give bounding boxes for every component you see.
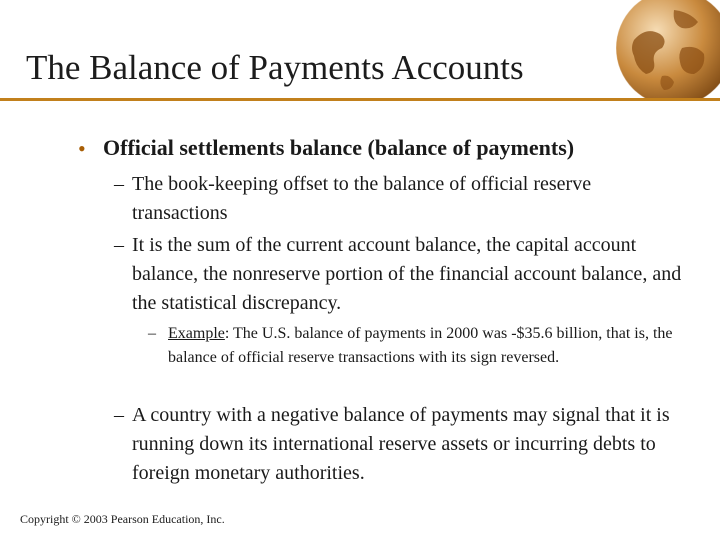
- copyright-footer: Copyright © 2003 Pearson Education, Inc.: [20, 512, 225, 526]
- example-point: – Example: The U.S. balance of payments in 2000 was -$35.6 billion, that is, the balance of official reserve transactions with its sign reversed.: [148, 325, 673, 366]
- subpoint: – It is the sum of the current account balance, the capital account balance, the nonreserve portion of the financial account balance, and the statistical discrepancy.: [114, 234, 682, 314]
- subpoint: – The book-keeping offset to the balance of official reserve transactions: [114, 173, 592, 224]
- globe-icon: [604, 0, 720, 100]
- example-text: : The U.S. balance of payments in 2000 was -$35.6 billion, that is, the balance of official reserve transactions with its sign reversed.: [168, 325, 673, 366]
- example-label: Example: [168, 325, 225, 342]
- bullet-marker: •: [78, 136, 86, 161]
- subpoint: – A country with a negative balance of payments may signal that it is running down its international reserve assets or incurring debts to foreign monetary authorities.: [114, 404, 670, 484]
- slide-title: The Balance of Payments Accounts: [26, 48, 524, 87]
- main-bullet: Official settlements balance (balance of payments): [103, 135, 575, 160]
- title-divider: [0, 98, 720, 101]
